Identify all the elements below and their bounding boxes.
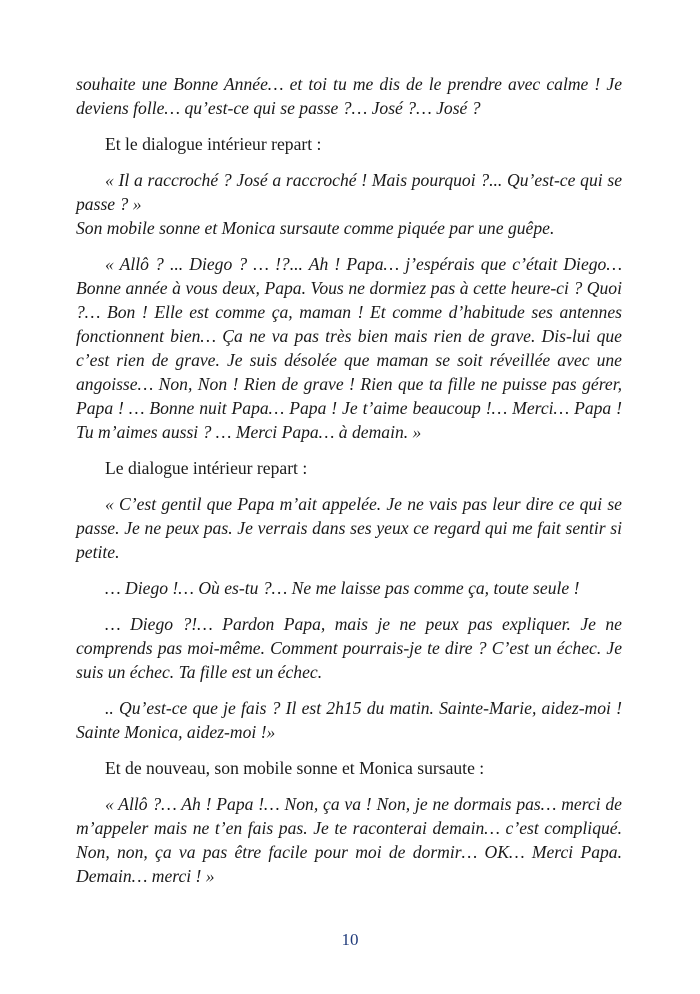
- paragraph: « Il a raccroché ? José a raccroché ! Mais pourquoi ?... Qu’est-ce qui se passe ? »: [76, 170, 622, 214]
- paragraph: « Allô ? ... Diego ? … !?... Ah ! Papa… j’espérais que c’était Diego… Bonne année à vous deux, Papa. Vous ne dormiez pas à cette heure-ci ? Quoi ?… Bon ! Elle est comme ça, maman ! Et comme d’habitude ses antennes fonctionnent bien… Ça ne va pas très bien mais rien de grave. Dis-lui que c’est rien de grave. Je suis désolée que maman se soit réveillée avec une angoisse… Non, Non ! Rien de grave ! Rien que ta fille ne puisse pas gérer, Papa ! … Bonne nuit Papa… Papa ! Je t’aime beaucoup !… Merci… Papa ! Tu m’aimes aussi ? … Merci Papa… à demain. »: [76, 254, 622, 442]
- paragraph: … Diego ?!… Pardon Papa, mais je ne peux pas expliquer. Je ne comprends pas moi-même. Comment pourrais-je te dire ? C’est un échec. Je suis un échec. Ta fille est un échec.: [76, 614, 622, 682]
- page-number: 10: [341, 930, 359, 949]
- paragraph: Et de nouveau, son mobile sonne et Monica sursaute :: [105, 758, 485, 778]
- paragraph: Son mobile sonne et Monica sursaute comme piquée par une guêpe.: [76, 218, 555, 238]
- paragraph: .. Qu’est-ce que je fais ? Il est 2h15 du matin. Sainte-Marie, aidez-moi ! Sainte Monica, aidez-moi !»: [76, 698, 622, 742]
- paragraph: Et le dialogue intérieur repart :: [105, 134, 322, 154]
- paragraph: … Diego !… Où es-tu ?… Ne me laisse pas comme ça, toute seule !: [105, 578, 580, 598]
- paragraph: Le dialogue intérieur repart :: [105, 458, 308, 478]
- paragraph: « C’est gentil que Papa m’ait appelée. Je ne vais pas leur dire ce qui se passe. Je ne peux pas. Je verrais dans ses yeux ce regard qui me fait sentir si petite.: [76, 494, 622, 562]
- paragraph: souhaite une Bonne Année… et toi tu me dis de le prendre avec calme ! Je deviens folle… qu’est-ce qui se passe ?… José ?… José ?: [76, 74, 622, 118]
- paragraph: « Allô ?… Ah ! Papa !… Non, ça va ! Non, je ne dormais pas… merci de m’appeler mais ne t’en fais pas. Je te raconterai demain… c’est compliqué. Non, non, ça va pas être facile pour moi de dormir… OK… Merci Papa. Demain… merci ! »: [76, 794, 622, 886]
- page-body: [76, 72, 622, 900]
